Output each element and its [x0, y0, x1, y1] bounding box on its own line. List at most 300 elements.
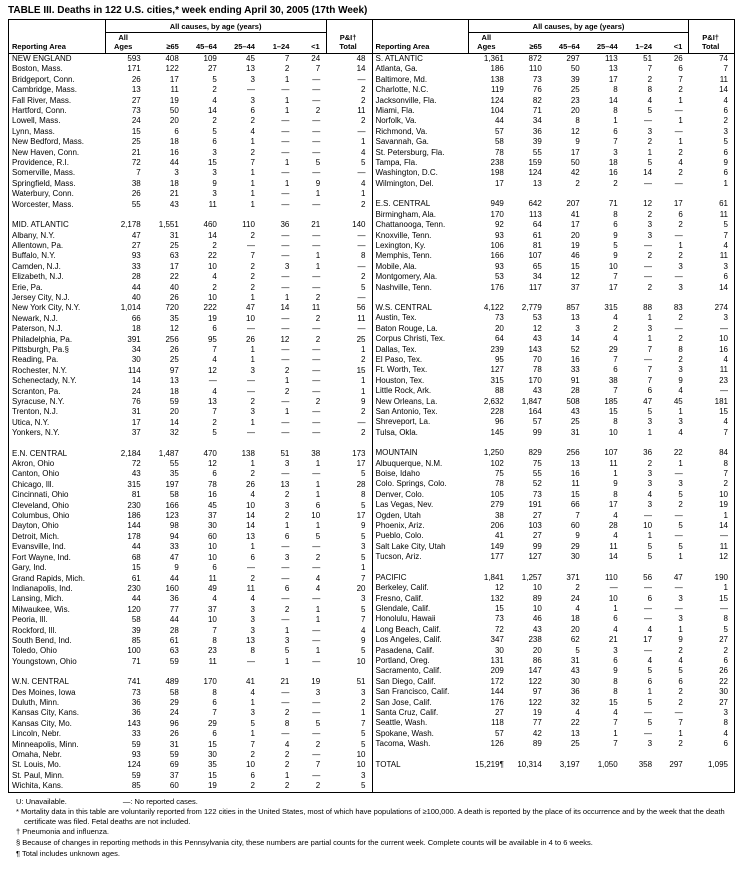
value-cell: 105 [490, 489, 504, 499]
value-cell: 170 [490, 209, 504, 219]
value-cell: 2 [647, 458, 653, 468]
value-cell: — [609, 583, 618, 593]
value-cell: 7 [647, 344, 653, 354]
reporting-area-cell: Fort Wayne, Ind. [12, 552, 71, 562]
value-cell: 1 [678, 552, 683, 562]
value-cell: 52 [570, 344, 580, 354]
value-cell: — [644, 354, 653, 364]
value-cell: 470 [203, 448, 217, 458]
value-cell: 279 [490, 500, 504, 510]
value-cell: — [644, 240, 653, 250]
reporting-area-cell: Canton, Ohio [12, 469, 60, 479]
value-cell: 97 [169, 365, 179, 375]
value-cell: 3 [647, 479, 653, 489]
value-cell: 96 [169, 718, 179, 728]
value-cell: 2 [361, 355, 366, 365]
value-cell: 72 [131, 158, 141, 168]
reporting-area-cell: W.S. CENTRAL [375, 302, 432, 312]
deaths-table [8, 19, 735, 793]
value-cell: 26 [131, 74, 141, 84]
spacer-row [373, 438, 735, 448]
reporting-area-cell: Hartford, Conn. [12, 106, 67, 116]
value-cell: 12 [643, 199, 653, 209]
value-cell: 4 [212, 355, 217, 365]
column-header-ge65: ≥65 [147, 33, 185, 54]
value-cell: 46 [570, 251, 580, 261]
value-cell: 2 [212, 85, 217, 95]
reporting-area-cell: TOTAL [375, 759, 401, 769]
table-body-right [373, 54, 735, 771]
reporting-area-cell: South Bend, Ind. [12, 635, 72, 645]
value-cell: 2 [575, 178, 580, 188]
value-cell: 12 [169, 324, 179, 334]
value-cell: 40 [169, 282, 179, 292]
table-row [373, 386, 735, 396]
value-cell: 9 [361, 521, 366, 531]
value-cell: 11 [246, 583, 255, 593]
reporting-area-cell: Trenton, N.J. [12, 407, 58, 417]
value-cell: 11 [719, 541, 728, 551]
value-cell: 160 [165, 583, 179, 593]
value-cell: 123 [165, 511, 179, 521]
value-cell: 1,847 [521, 396, 542, 406]
value-cell: 18 [169, 386, 179, 396]
value-cell: 6 [723, 272, 728, 282]
value-cell: 25 [169, 355, 179, 365]
value-cell: 37 [207, 511, 217, 521]
value-cell: 26 [169, 344, 179, 354]
table-row [9, 387, 372, 397]
value-cell: — [281, 344, 290, 354]
value-cell: 12 [207, 459, 217, 469]
value-cell: 75 [494, 469, 504, 479]
value-cell: — [312, 542, 321, 552]
value-cell: 89 [532, 593, 542, 603]
reporting-area-cell: Washington, D.C. [375, 168, 438, 178]
value-cell: — [720, 323, 728, 333]
value-cell: 95 [494, 354, 504, 364]
value-cell: 1 [315, 459, 321, 469]
value-cell: — [281, 189, 290, 199]
table-row [9, 480, 372, 490]
value-cell: 13 [246, 635, 255, 645]
value-cell: 27 [532, 510, 542, 520]
value-cell: 14 [719, 282, 728, 292]
value-cell: 107 [528, 251, 542, 261]
value-cell: 2 [284, 708, 290, 718]
value-cell: 12 [532, 323, 542, 333]
region-row [373, 573, 735, 583]
value-cell: 3 [250, 615, 255, 625]
value-cell: 38 [311, 448, 321, 458]
value-cell: 6 [212, 729, 217, 739]
value-cell: 239 [490, 344, 504, 354]
value-cell: 14 [207, 106, 217, 116]
value-cell: — [281, 397, 290, 406]
value-cell: 82 [532, 95, 542, 105]
value-cell: 872 [528, 54, 542, 63]
value-cell: 11 [357, 313, 366, 323]
reporting-area-cell: Rockford, Ill. [12, 625, 57, 635]
value-cell: 6 [212, 469, 217, 479]
value-cell: 7 [136, 168, 141, 178]
value-cell: 2 [361, 407, 366, 417]
value-cell: 104 [490, 106, 504, 116]
value-cell: 60 [570, 521, 580, 531]
value-cell: 31 [131, 407, 141, 417]
value-cell: 1 [723, 510, 728, 520]
value-cell: 2 [678, 313, 683, 323]
value-cell: 7 [284, 54, 290, 63]
value-cell: 3 [678, 593, 683, 603]
value-cell: 173 [352, 448, 366, 458]
reporting-area-cell: Phoenix, Ariz. [375, 521, 425, 531]
table-row [373, 158, 735, 168]
value-cell: 2 [250, 230, 255, 240]
value-cell: 5 [678, 541, 683, 551]
region-row [373, 448, 735, 458]
region-row [9, 220, 372, 230]
column-header-45-64: 45–64 [548, 33, 586, 54]
value-cell: 19 [169, 95, 179, 105]
value-cell: 2 [361, 95, 366, 105]
value-cell: — [281, 85, 290, 95]
value-cell: 59 [169, 397, 179, 406]
value-cell: 17 [608, 282, 618, 292]
reporting-area-cell: Tulsa, Okla. [375, 427, 418, 437]
value-cell: 2 [212, 282, 217, 292]
reporting-area-cell: Syracuse, N.Y. [12, 397, 65, 406]
value-cell: — [281, 313, 290, 323]
value-cell: — [644, 510, 653, 520]
table-row [373, 490, 735, 500]
value-cell: 17 [169, 261, 179, 271]
value-cell: 44 [169, 615, 179, 625]
reporting-area-cell: Somerville, Mass. [12, 168, 76, 178]
value-cell: 3 [613, 147, 618, 157]
table-row [9, 366, 372, 376]
value-cell: 14 [207, 230, 217, 240]
value-cell: 26 [169, 729, 179, 739]
table-row [9, 521, 372, 531]
value-cell: 53 [532, 313, 542, 323]
value-cell: 23 [719, 375, 728, 385]
value-cell: 3 [361, 687, 366, 697]
value-cell: 1 [361, 563, 366, 573]
value-cell: 19 [570, 240, 580, 250]
value-cell: — [281, 168, 290, 178]
value-cell: 93 [494, 261, 504, 271]
value-cell: 20 [570, 624, 580, 634]
value-cell: 17 [356, 459, 366, 469]
value-cell: 57 [494, 728, 504, 738]
spacer-row [373, 563, 735, 573]
value-cell: 62 [570, 635, 580, 645]
value-cell: 32 [570, 697, 580, 707]
value-cell: 73 [532, 489, 542, 499]
value-cell: 11 [208, 199, 217, 209]
value-cell: 3 [723, 261, 728, 271]
region-row [373, 303, 735, 313]
value-cell: 9 [361, 397, 366, 406]
value-cell: 36 [643, 448, 653, 458]
value-cell: 9 [575, 137, 580, 147]
table-row [9, 459, 372, 469]
value-cell: 6 [647, 676, 653, 686]
value-cell: — [281, 137, 290, 147]
value-cell: 857 [566, 302, 580, 312]
value-cell: 5 [361, 282, 366, 292]
table-row [9, 137, 372, 147]
value-cell: 120 [127, 604, 141, 614]
value-cell: 9 [613, 251, 618, 261]
table-row [373, 583, 735, 593]
value-cell: — [281, 116, 290, 126]
value-cell: 2 [361, 697, 366, 707]
reporting-area-cell: Utica, N.Y. [12, 417, 50, 427]
value-cell: 1 [284, 74, 290, 84]
table-row [9, 241, 372, 251]
footnote-section: § Because of changes in reporting methods in this Pennsylvania city, these numbers are partial counts for the current week. Complete counts will be available in 4 to 6 weeks. [16, 838, 593, 847]
table-row [373, 687, 735, 697]
value-cell: 64 [532, 220, 542, 230]
value-cell: 14 [608, 95, 618, 105]
table-row [373, 75, 735, 85]
value-cell: — [246, 563, 255, 573]
value-cell: 6 [212, 697, 217, 707]
reporting-area-cell: Bridgeport, Conn. [12, 74, 75, 84]
value-cell: 1 [250, 199, 255, 209]
reporting-area-cell: Fresno, Calif. [375, 593, 424, 603]
table-row [9, 594, 372, 604]
value-cell: 6 [174, 126, 179, 136]
value-cell: 4 [361, 147, 366, 157]
column-header-lt1: <1 [658, 33, 689, 54]
value-cell: — [312, 469, 321, 479]
table-row [9, 532, 372, 542]
value-cell: 4 [723, 728, 728, 738]
value-cell: 1 [723, 583, 728, 593]
value-cell: 12 [494, 583, 504, 593]
value-cell: 4 [250, 594, 255, 604]
value-cell: 100 [127, 646, 141, 656]
value-cell: — [312, 428, 321, 438]
value-cell: 3 [678, 365, 683, 375]
value-cell: 1 [250, 189, 255, 199]
value-cell: — [644, 261, 653, 271]
value-cell: 51 [356, 677, 366, 687]
value-cell: 22 [169, 272, 179, 282]
value-cell: 8 [613, 489, 618, 499]
value-cell: — [281, 697, 290, 707]
value-cell: 1 [613, 116, 618, 126]
reporting-area-cell: Minneapolis, Minn. [12, 739, 79, 749]
value-cell: 2,632 [483, 396, 504, 406]
value-cell: 1 [284, 770, 290, 780]
value-cell: 32 [169, 428, 179, 438]
value-cell: 71 [532, 106, 542, 116]
value-cell: 3 [284, 459, 290, 469]
reporting-area-cell: Ft. Worth, Tex. [375, 365, 428, 375]
value-cell: 1,551 [158, 220, 179, 230]
value-cell: 53 [494, 272, 504, 282]
reporting-area-cell: Spokane, Wash. [375, 728, 434, 738]
table-row [9, 148, 372, 158]
value-cell: 315 [490, 375, 504, 385]
reporting-area-cell: El Paso, Tex. [375, 354, 423, 364]
value-cell: 20 [570, 230, 580, 240]
value-cell: 1,014 [120, 303, 141, 313]
value-cell: 11 [311, 303, 321, 313]
value-cell: 57 [532, 417, 542, 427]
value-cell: 34 [532, 272, 542, 282]
value-cell: 20 [169, 407, 179, 417]
value-cell: — [312, 147, 321, 157]
value-cell: 1,361 [483, 54, 504, 63]
value-cell: 5 [678, 489, 683, 499]
column-header-lt1: <1 [295, 33, 326, 54]
value-cell: 1 [250, 137, 255, 147]
value-cell: 2 [315, 313, 321, 323]
value-cell: 1 [284, 521, 290, 531]
reporting-area-cell: Youngstown, Ohio [12, 656, 77, 666]
value-cell: 59 [169, 750, 179, 759]
value-cell: — [312, 126, 321, 136]
value-cell: 22 [673, 448, 683, 458]
value-cell: 16 [169, 147, 179, 157]
value-cell: 64 [494, 334, 504, 344]
value-cell: 44 [494, 116, 504, 126]
value-cell: 3 [284, 500, 290, 510]
value-cell: 8 [212, 687, 217, 697]
value-cell: 113 [604, 54, 618, 63]
value-cell: 171 [127, 64, 141, 74]
value-cell: 1 [315, 479, 321, 489]
table-row [373, 251, 735, 261]
value-cell: 2 [575, 583, 580, 593]
table-row [9, 646, 372, 656]
value-cell: 5 [361, 739, 366, 749]
reporting-area-cell: Little Rock, Ark. [375, 386, 432, 396]
spacer-row [373, 189, 735, 199]
table-row [9, 75, 372, 85]
value-cell: 3 [613, 645, 618, 655]
value-cell: 11 [357, 106, 366, 116]
value-cell: 10 [207, 261, 217, 271]
reporting-area-cell: Salt Lake City, Utah [375, 541, 446, 551]
value-cell: 2 [250, 272, 255, 282]
value-cell: 8 [613, 209, 618, 219]
value-cell: 26 [246, 334, 255, 344]
table-row [9, 698, 372, 708]
value-cell: 15 [570, 489, 580, 499]
value-cell: 99 [532, 427, 542, 437]
table-row [373, 698, 735, 708]
value-cell: 7 [250, 158, 255, 168]
value-cell: 7 [250, 251, 255, 261]
table-row [373, 428, 735, 438]
value-cell: 43 [532, 386, 542, 396]
table-header-left [9, 20, 372, 54]
value-cell: 13 [608, 64, 618, 74]
value-cell: 77 [532, 718, 542, 728]
value-cell: 12 [280, 334, 290, 344]
table-row [9, 740, 372, 750]
value-cell: — [312, 230, 321, 240]
value-cell: 45 [207, 500, 217, 510]
value-cell: 2 [315, 739, 321, 749]
table-row [9, 563, 372, 573]
legend-line [16, 797, 727, 807]
value-cell: 6 [678, 676, 683, 686]
value-cell: — [312, 355, 321, 365]
value-cell: 43 [570, 666, 580, 676]
value-cell: — [312, 750, 321, 759]
value-cell: — [312, 168, 321, 178]
value-cell: — [674, 603, 683, 613]
value-cell: 40 [131, 292, 141, 302]
reporting-area-cell: San Francisco, Calif. [375, 687, 450, 697]
value-cell: 6 [250, 770, 255, 780]
value-cell: 10 [207, 292, 217, 302]
value-cell: 41 [494, 531, 504, 541]
value-cell: 1 [678, 458, 683, 468]
reporting-area-cell: Tampa, Fla. [375, 158, 418, 168]
value-cell: 44 [131, 542, 141, 552]
value-cell: 77 [169, 604, 179, 614]
value-cell: 741 [127, 677, 141, 687]
value-cell: 58 [169, 490, 179, 500]
value-cell: 6 [315, 500, 321, 510]
value-cell: 2 [212, 417, 217, 427]
value-cell: 43 [570, 407, 580, 416]
reporting-area-cell: S. ATLANTIC [375, 54, 423, 63]
reporting-area-cell: Boston, Mass. [12, 64, 63, 74]
spacer-row [373, 293, 735, 303]
value-cell: 1 [647, 147, 653, 157]
reporting-area-cell: Dayton, Ohio [12, 521, 59, 531]
value-cell: 3 [212, 168, 217, 178]
value-cell: 110 [604, 572, 618, 582]
value-cell: 11 [719, 365, 728, 375]
value-cell: 4 [678, 386, 683, 396]
value-cell: 4 [613, 334, 618, 344]
value-cell: 124 [528, 168, 542, 178]
reporting-area-cell: Columbus, Ohio [12, 511, 70, 521]
value-cell: 4 [284, 739, 290, 749]
value-cell: — [357, 126, 366, 136]
table-row [373, 210, 735, 220]
value-cell: 2 [315, 106, 321, 116]
value-cell: 38 [494, 510, 504, 520]
value-cell: 6 [647, 593, 653, 603]
value-cell: 6 [250, 106, 255, 116]
reporting-area-cell: Grand Rapids, Mich. [12, 573, 85, 583]
reporting-area-cell: Lansing, Mich. [12, 594, 64, 604]
value-cell: 60 [169, 781, 179, 791]
value-cell: 5 [647, 541, 653, 551]
value-cell: — [357, 168, 366, 178]
value-cell: 17 [356, 511, 366, 521]
value-cell: 93 [131, 750, 141, 759]
table-row [373, 718, 735, 728]
table-row [373, 127, 735, 137]
table-row [9, 262, 372, 272]
value-cell: 7 [212, 344, 217, 354]
value-cell: 122 [528, 697, 542, 707]
value-cell: 27 [131, 95, 141, 105]
value-cell: 3,197 [559, 759, 580, 769]
